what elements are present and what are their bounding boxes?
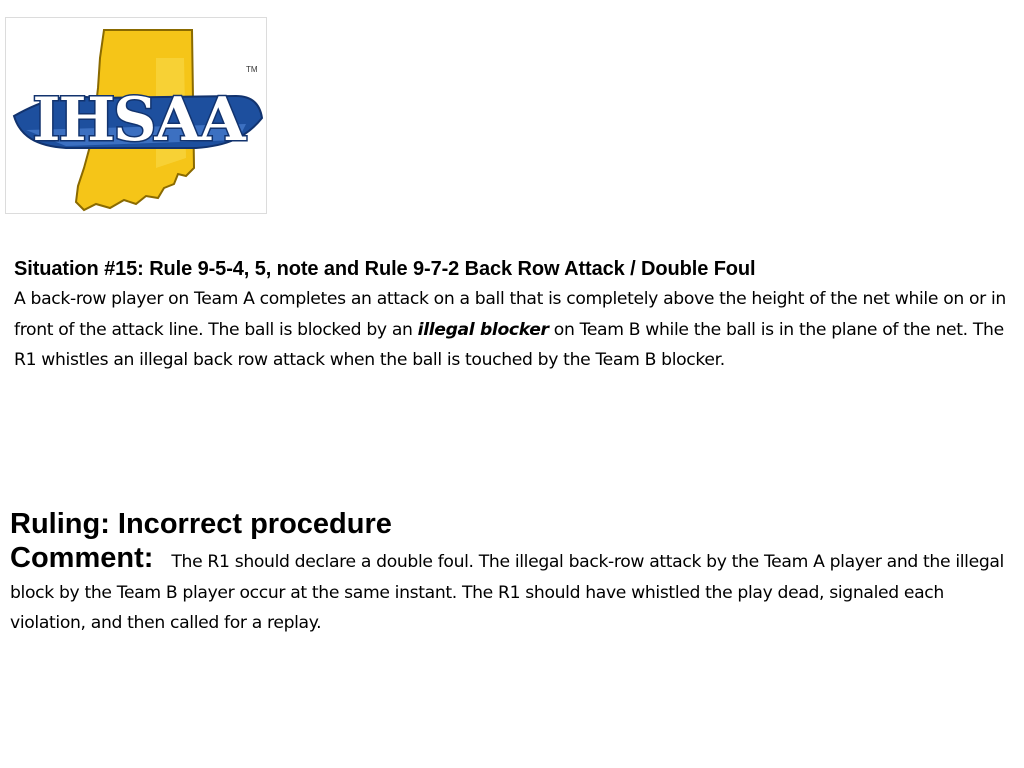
ruling-section — [10, 505, 1014, 639]
logo-lettering: IHSAA — [32, 85, 244, 155]
situation-text-part2: on Team B while the ball is in the plane of the net. The R1 whistles an illegal back row attack when the ball is touched by the Team B blocker. — [14, 319, 1004, 371]
trademark-mark: TM — [246, 65, 258, 74]
illegal-blocker-emphasis: illegal blocker — [417, 319, 549, 340]
situation-description — [14, 284, 1014, 376]
ihsaa-logo — [5, 17, 267, 214]
ihsaa-logo-graphic — [6, 18, 267, 214]
comment-paragraph — [10, 543, 1014, 639]
comment-text: The R1 should declare a double foul. The illegal back-row attack by the Team A player and the illegal block by the Team B player occur at the same instant. The R1 should have whistled the play dead, signaled each violation, and then called for a replay. — [10, 552, 1004, 634]
ruling-title: Ruling: Incorrect procedure — [10, 508, 392, 540]
comment-label: Comment: — [10, 542, 154, 574]
situation-section — [14, 256, 1014, 376]
situation-heading: Situation #15: Rule 9-5-4, 5, note and Rule 9-7-2 Back Row Attack / Double Foul — [14, 258, 756, 280]
situation-text-part1: A back-row player on Team A completes an attack on a ball that is completely above the height of the net while on or in front of the attack line. The ball is blocked by an — [14, 289, 1006, 340]
